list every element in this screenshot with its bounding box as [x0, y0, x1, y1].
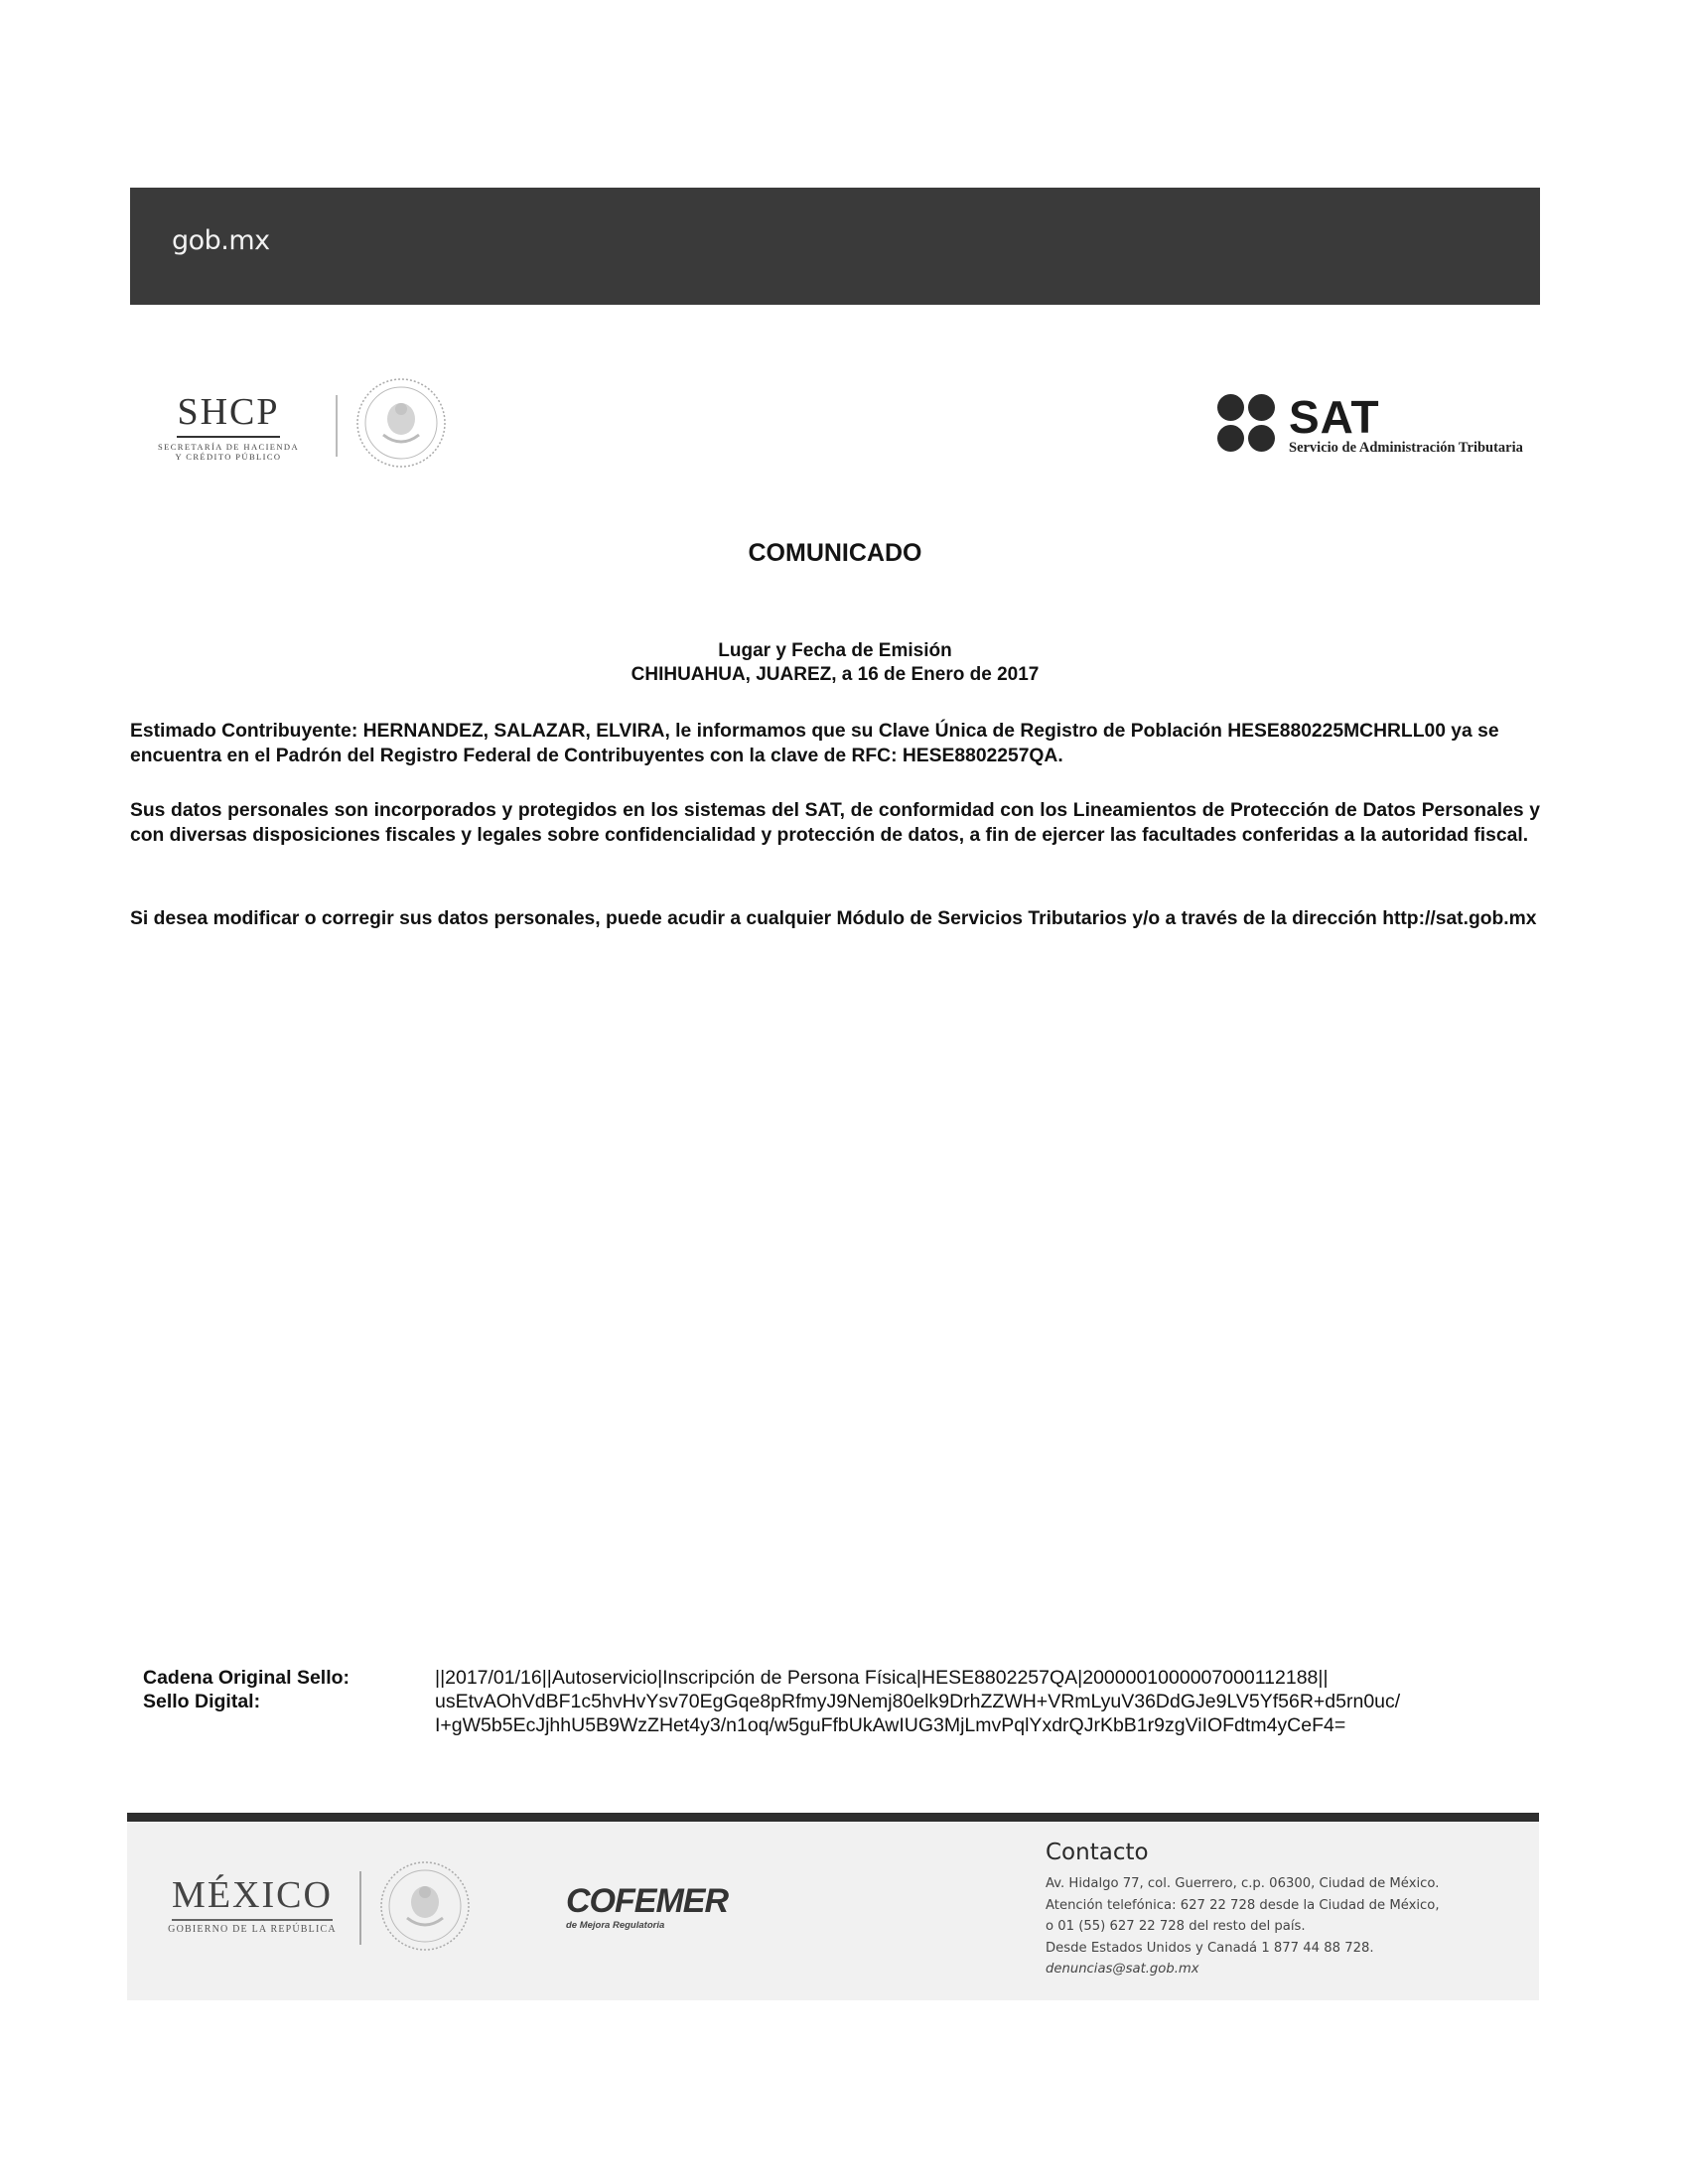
sello-digital-line-2: I+gW5b5EcJjhhU5B9WzZHet4y3/n1oq/w5guFfbUkAwIUG3MjLmvPqlYxdrQJrKbB1r9zgViIOFdtm4yCeF4=: [435, 1714, 1346, 1736]
shcp-logo: [139, 390, 318, 462]
cadena-original-label: Cadena Original Sello:: [143, 1667, 350, 1689]
contact-email-link[interactable]: denuncias@sat.gob.mx: [1046, 1962, 1199, 1977]
header-bar: [130, 188, 1540, 305]
footer-coat-of-arms-icon: [377, 1858, 473, 1959]
sat-logo: [1217, 391, 1545, 464]
mexico-logo-sub: GOBIERNO DE LA REPÚBLICA: [168, 1924, 337, 1935]
mexico-logo-name: MÉXICO: [172, 1873, 333, 1921]
contact-phone-usa-canada: Desde Estados Unidos y Canadá 1 877 44 88 728.: [1046, 1940, 1374, 1956]
paragraph-registration: Estimado Contribuyente: HERNANDEZ, SALAZAR, ELVIRA, le informamos que su Clave Única de Registro de Población HESE880225MCHRLL00 ya se encuentra en el Padrón del Registro Federal de Contribuyentes con la clave de RFC: HESE8802257QA.: [130, 721, 1499, 766]
cofemer-logo-name: COFEMER: [566, 1882, 728, 1920]
sat-dots-icon: [1217, 394, 1279, 456]
contact-phone-national: o 01 (55) 627 22 728 del resto del país.: [1046, 1919, 1306, 1934]
sello-digital-label: Sello Digital:: [143, 1691, 261, 1712]
shcp-logo-line2: Y CRÉDITO PÚBLICO: [175, 452, 282, 462]
contact-phone-cdmx: Atención telefónica: 627 22 728 desde la Ciudad de México,: [1046, 1897, 1440, 1913]
contact-block: [1046, 1840, 1542, 1980]
seal-values: [435, 1666, 1400, 1737]
seal-labels: [143, 1666, 350, 1713]
paragraph-privacy: Sus datos personales son incorporados y protegidos en los sistemas del SAT, de conformidad con los Lineamientos de Protección de Datos Personales y con diversas disposiciones fiscales y legales sobre confidencialidad y protección de datos, a fin de ejercer las facultades conferidas a la autoridad fiscal.: [130, 800, 1540, 846]
page-title: COMUNICADO: [748, 539, 922, 567]
cofemer-logo: [566, 1882, 728, 1931]
sat-logo-name: SAT: [1289, 391, 1380, 443]
sat-logo-subtitle: Servicio de Administración Tributaria: [1289, 440, 1523, 456]
contact-address: Av. Hidalgo 77, col. Guerrero, c.p. 06300, Ciudad de México.: [1046, 1876, 1440, 1891]
cofemer-logo-sub: de Mejora Regulatoria: [566, 1920, 665, 1931]
issue-place-date: [130, 639, 1540, 687]
mexico-gobierno-logo: [167, 1873, 338, 1935]
paragraph-modify: Si desea modificar o corregir sus datos personales, puede acudir a cualquier Módulo de Servicios Tributarios y/o a través de la dirección http://sat.gob.mx: [130, 908, 1537, 929]
shcp-logo-line1: SECRETARÍA DE HACIENDA: [157, 442, 300, 452]
issue-place-label: Lugar y Fecha de Emisión: [718, 640, 952, 661]
shcp-logo-name: SHCP: [177, 390, 279, 438]
shcp-divider: [336, 395, 338, 457]
sello-digital-line-1: usEtvAOhVdBF1c5hvHvYsv70EgGqe8pRfmyJ9Nemj80elk9DrhZZWH+VRmLyuV36DdGJe9LV5Yf56R+d5rn0uc/: [435, 1691, 1401, 1712]
footer-divider: [359, 1871, 361, 1945]
footer-rule: [127, 1813, 1539, 1822]
contact-title: Contacto: [1046, 1840, 1149, 1865]
cadena-original-value: ||2017/01/16||Autoservicio|Inscripción de Persona Física|HESE8802257QA|200000100000700011218​8||: [435, 1667, 1329, 1689]
coat-of-arms-seal-icon: [353, 375, 449, 476]
gobmx-logo: gob.mx: [172, 225, 270, 256]
issue-place-value: CHIHUAHUA, JUAREZ, a 16 de Enero de 2017: [631, 664, 1040, 685]
